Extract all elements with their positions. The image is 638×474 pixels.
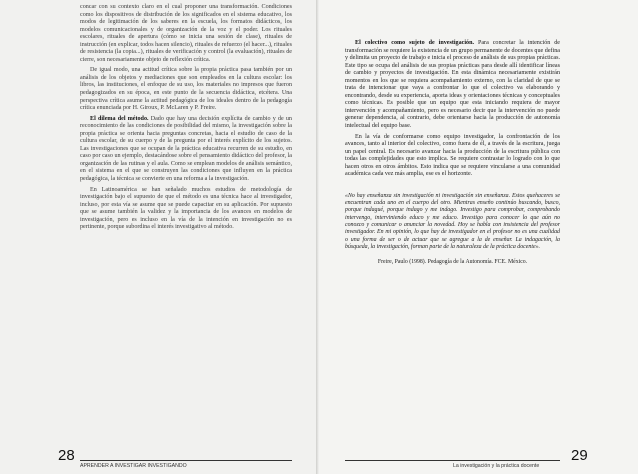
freire-quote: «No hay enseñanza sin investigación ni investigación sin enseñanza. Estos quehaceres se encuentran cada uno en el cuerpo del otro. Mientras enseño continúo buscando, busco, porque indagué, porque indago y me indago. Investigo para comprobar, comprobando intervengo, interviniendo educo y me educo. Investigo para conocer lo que aún no conozco y comunicar o anunciar la novedad. Hoy se habla con insistencia del profesor investigador. En mi opinión, lo que hay de investigador en el profesor no es una cualidad o una forma de ser o de actuar que se agregue a la de enseñar. La indagación, la búsqueda, la investigación, forman parte de la naturaleza de la práctica docente».	[345, 192, 560, 250]
right-page	[319, 0, 638, 474]
left-section-method	[80, 116, 292, 184]
running-footer-right: La investigación y la práctica docente	[453, 463, 540, 469]
right-section-collective	[345, 40, 560, 131]
left-paragraph-2: De igual modo, una actitud crítica sobre la propia práctica pasa también por un análisis de los objetos y mediaciones que son empleados en la cultura escolar: los libros, las instituciones, el enfoque de su uso, los materiales no impresos que fueron pedagogizados en su época, en este punto de la secuencia didáctica, etcétera. Una perspectiva crítica asume la actitud pedagógica de los ideales dentro de la pedagogía crítica enunciada por H. Giroux, P. McLaren y P. Freire.	[80, 67, 292, 112]
quote-source: Freire, Paulo (1998). Pedagogía de la Autonomía. FCE. México.	[377, 259, 528, 266]
section-text-method: Dado que hay una decisión explícita de cambio y de un reconocimiento de las condiciones de posibilidad del mismo, la investigación sobre la propia práctica se orienta hacia preguntas concretas, hacia el estudio de caso de la cultura escolar, de su cuerpo y de la pregunta por el interés explícito de los sujetos. Las investigaciones que se ocupan de la práctica educativa recurren de su estudio, en caso por caso un ejemplo, destacándose sobre el pensamiento didáctico del profesor, la organización de las rutinas y el aula. Como se emplean modelos de análisis semántico, en el sistema en el que se construyen las condiciones que influyen en la práctica pedagógica, la técnica se convierte en una reforma a la investigación.	[80, 115, 292, 183]
page-number-left: 28	[58, 447, 75, 464]
right-paragraph-2: En la vía de conformarse como equipo investigador, la confrontación de los avances, tanto al interior del colectivo, como fuera de él, a través de la escritura, juega un papel central. Es necesario avanzar hacia la producción de la escritura pública con todas las complejidades que esto implica. Se requiere contrastar lo logrado con lo que hacen otros en otros ámbitos. Esto indica que se requiere vincularse a una comunidad académica cada vez más amplia, ese es el horizonte.	[345, 133, 560, 178]
left-paragraph-latam: En Latinoamérica se han señalado muchos estudios de metodología de investigación bajo el supuesto de que el método es una técnica hace al investigador, incluso, por esta vía se asume que se puede capacitar en su aplicación. Por supuesto que se asume también la validez y la importancia de los avances en modelos de investigación, pero es incluso en la vía de la intención en investigación no es pertinente, porque subordina el interés investigativo al método.	[80, 186, 292, 231]
section-heading-collective: El colectivo como sujeto de investigación.	[355, 40, 475, 46]
section-text-collective: Para concretar la intención de transformación se requiere la existencia de un grupo permanente de docentes que defina y delimita un proyecto de trabajo e inicia el proceso de análisis de sus propias prácticas. Este tipo se ocupa del análisis de sus propias prácticas para desde allí identificar líneas de cambio y proyectos de investigación. En esta dinámica necesariamente existirán momentos en los que se requiera acompañamiento externo, con la claridad de que se trata de intencionar que vaya a confrontar lo que el colectivo va elaborando y encontrando, desde su experiencia, aporta ideas y orientaciones técnicas y conceptuales como técnicas. Es posible que un equipo que esta iniciando requiera de mayor intervención y acompañamiento, pero es necesario decir que la intervención no puede generar dependencia, al contrario, debe orientarse hacia la producción de autonomía intelectual del equipo base.	[345, 40, 560, 130]
page-number-right: 29	[571, 447, 588, 464]
footer-rule-right	[345, 460, 560, 461]
section-heading-method: El dilema del método.	[90, 115, 149, 122]
running-footer-left: APRENDER A INVESTIGAR INVESTIGANDO	[80, 463, 187, 469]
left-column	[80, 4, 292, 235]
footer-rule-left	[80, 460, 292, 461]
left-paragraph-1: concar con su contexto claro en el cual proponer una transformación. Condiciones como los dispositivos de distribución de los significados en el sistema educativo, los modos de legitimación de los saberes en la escuela, los formatos didácticos, los modelos comunicacionales y de organización de la voz y el poder. Los rituales escolares, rituales de apertura (cómo se inicia una sesión de clase), rituales de instrucción (en explicar, todos hacen silencio), rituales de refuerzo (el hacer...), rituales de resistencia (la copia...), rituales de verificación y control (la evaluación), rituales de cierre, son necesariamente objeto de reflexión crítica.	[80, 4, 292, 63]
right-column	[345, 40, 560, 270]
